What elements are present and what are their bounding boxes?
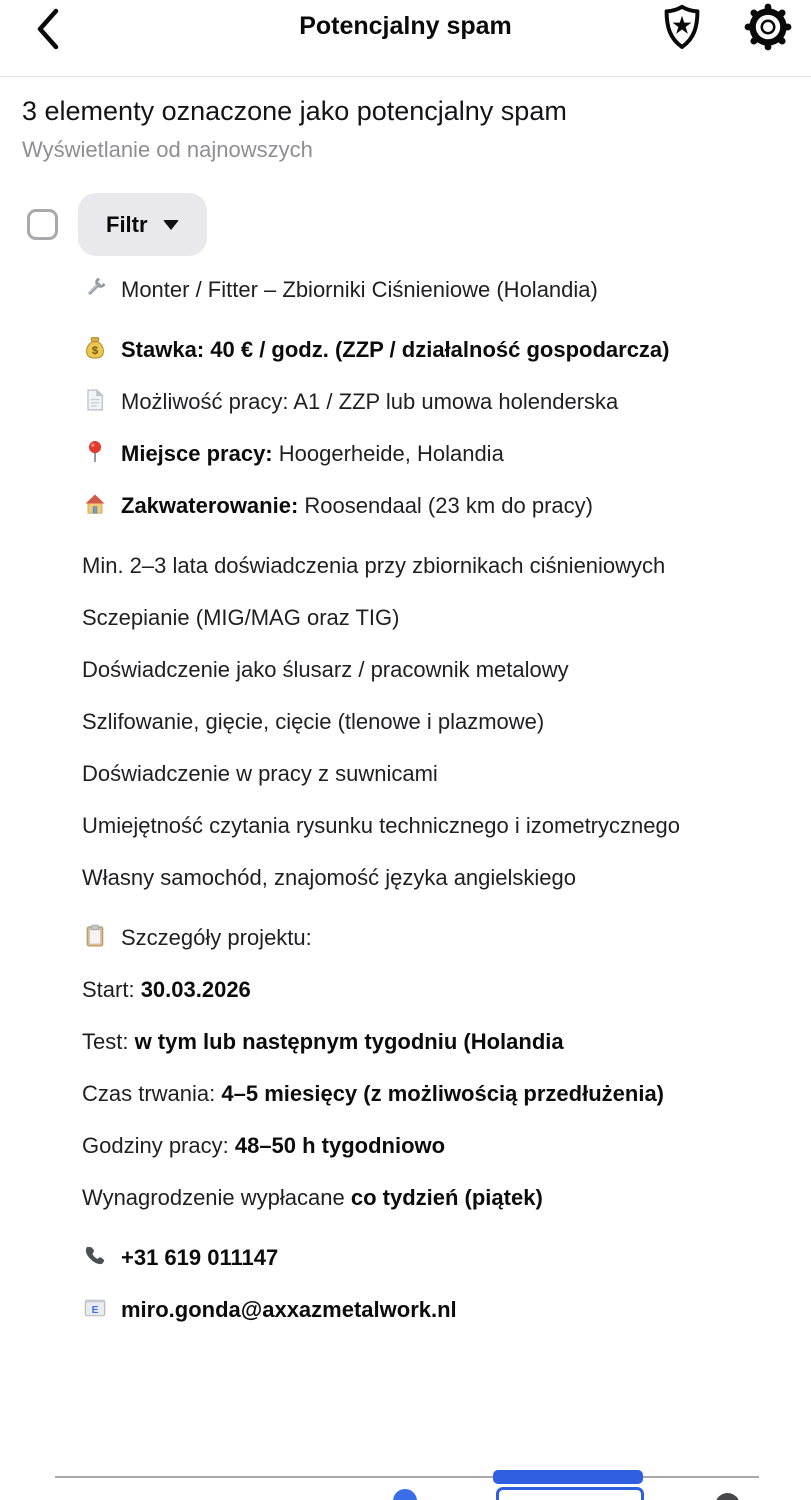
text-segment: w tym lub następnym tygodniu (Holandia	[134, 1029, 564, 1054]
message-paragraph	[0, 439, 791, 469]
svg-text:E: E	[91, 1304, 99, 1316]
message-paragraph	[0, 603, 791, 633]
settings-button[interactable]	[743, 2, 793, 54]
clipboard-icon	[82, 923, 110, 949]
partial-blue-button[interactable]	[493, 1470, 643, 1484]
partial-dark-circle	[715, 1493, 740, 1500]
text-segment: Min. 2–3 lata doświadczenia przy zbiornikach ciśnieniowych	[82, 553, 666, 578]
message-paragraph	[0, 975, 791, 1005]
text-segment: 30.03.2026	[140, 977, 251, 1002]
message-paragraph	[0, 1027, 791, 1057]
phone-icon	[82, 1243, 110, 1269]
message-body	[0, 256, 811, 1325]
text-segment: Doświadczenie w pracy z suwnicami	[82, 761, 438, 786]
message-paragraph	[0, 863, 791, 893]
text-segment: Test:	[82, 1029, 135, 1054]
house-icon	[82, 491, 110, 517]
summary-title: 3 elementy oznaczone jako potencjalny spam	[22, 96, 567, 126]
shield-star-icon	[657, 2, 707, 55]
select-all-checkbox[interactable]	[27, 209, 58, 240]
bottom-divider	[55, 1476, 759, 1478]
text-segment: Miejsce pracy:	[121, 441, 273, 466]
text-segment: Szlifowanie, gięcie, cięcie (tlenowe i plazmowe)	[82, 709, 545, 734]
text-segment: Roosendaal (23 km do pracy)	[298, 493, 593, 518]
message-paragraph	[0, 387, 791, 417]
text-segment: +31 619 011147	[121, 1245, 279, 1270]
text-segment: Zakwaterowanie:	[121, 493, 299, 518]
partial-outline-button[interactable]	[496, 1487, 644, 1500]
text-segment: co tydzień (piątek)	[350, 1185, 543, 1210]
svg-text:$: $	[91, 345, 99, 358]
summary-section	[0, 77, 811, 165]
text-segment: Hoogerheide, Holandia	[272, 441, 504, 466]
message-paragraph	[0, 1079, 791, 1109]
message-paragraph	[0, 923, 791, 953]
text-segment: Możliwość pracy: A1 / ZZP lub umowa holenderska	[121, 389, 619, 414]
toolbar	[0, 165, 811, 256]
text-segment: Godziny pracy:	[82, 1133, 235, 1158]
email-icon	[82, 1295, 110, 1321]
message-paragraph	[0, 275, 791, 305]
text-segment: Czas trwania:	[82, 1081, 222, 1106]
text-segment: Szczegóły projektu:	[121, 925, 312, 950]
message-paragraph	[0, 811, 791, 841]
message-paragraph	[0, 759, 791, 789]
wrench-icon	[82, 275, 110, 301]
message-paragraph	[0, 1243, 791, 1273]
text-segment: Wynagrodzenie wypłacane	[82, 1185, 351, 1210]
message-paragraph	[0, 491, 791, 521]
spam-protection-button[interactable]	[657, 2, 707, 54]
message-paragraph	[0, 1295, 791, 1325]
partial-blue-circle	[393, 1489, 417, 1500]
document-icon	[82, 387, 110, 413]
text-segment: Monter / Fitter – Zbiorniki Ciśnieniowe (Holandia)	[121, 277, 598, 302]
text-segment: 48–50 h tygodniowo	[234, 1133, 446, 1158]
navigation-bar	[0, 0, 811, 77]
summary-subtitle: Wyświetlanie od najnowszych	[22, 137, 313, 162]
settings-gear-icon	[743, 2, 793, 55]
chevron-down-icon	[163, 220, 179, 230]
text-segment: Własny samochód, znajomość języka angielskiego	[82, 865, 577, 890]
message-paragraph	[0, 551, 791, 581]
text-segment: Sczepianie (MIG/MAG oraz TIG)	[82, 605, 400, 630]
message-paragraph	[0, 1183, 791, 1213]
text-segment: Umiejętność czytania rysunku technicznego i izometrycznego	[82, 813, 680, 838]
text-segment: miro.gonda@axxazmetalwork.nl	[121, 1297, 457, 1322]
message-paragraph	[0, 655, 791, 685]
message-paragraph	[0, 1131, 791, 1161]
pushpin-icon	[82, 439, 110, 465]
page-title: Potencjalny spam	[299, 12, 512, 40]
text-segment: Start:	[82, 977, 141, 1002]
text-segment: Doświadczenie jako ślusarz / pracownik metalowy	[82, 657, 569, 682]
navbar-actions	[657, 2, 793, 54]
filter-button-label: Filtr	[106, 211, 148, 237]
money-bag-icon	[82, 335, 110, 361]
filter-button[interactable]	[78, 193, 207, 256]
text-segment: 4–5 miesięcy (z możliwością przedłużenia)	[221, 1081, 665, 1106]
text-segment: Stawka: 40 € / godz. (ZZP / działalność gospodarcza)	[121, 337, 670, 362]
message-paragraph	[0, 335, 791, 365]
message-paragraph	[0, 707, 791, 737]
